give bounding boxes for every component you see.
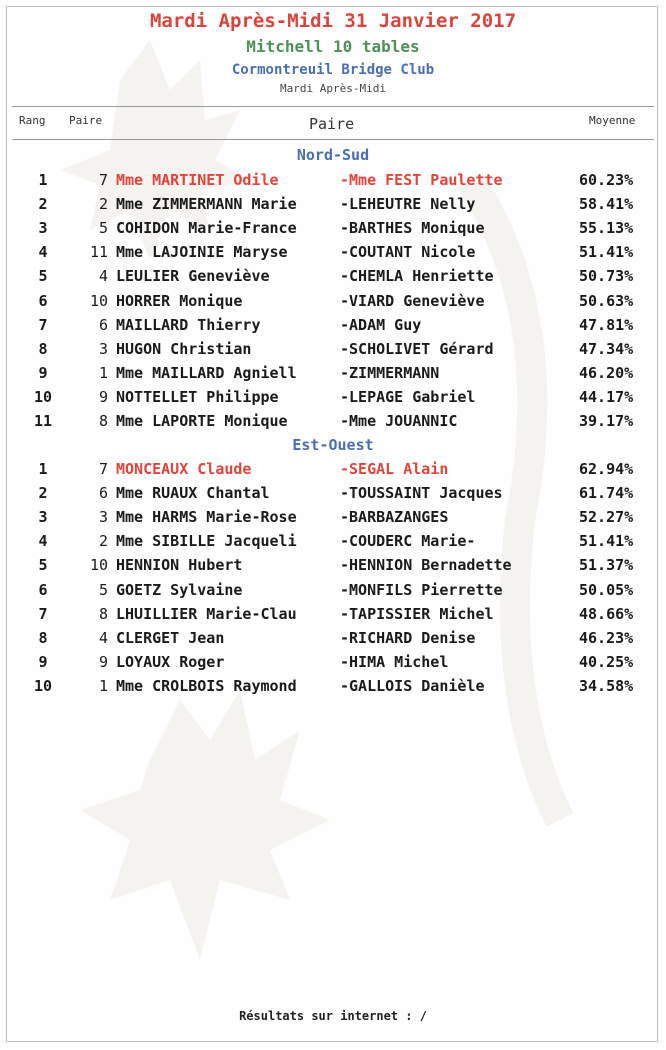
rank-cell: 10 [33, 677, 53, 695]
player2-cell: -TOUSSAINT Jacques [340, 484, 503, 502]
section-heading: Est-Ouest [292, 436, 374, 454]
player1-cell: Mme MAILLARD Agniell [116, 364, 297, 382]
player2-cell: -LEHEUTRE Nelly [340, 195, 476, 213]
player1-cell: MONCEAUX Claude [116, 460, 252, 478]
result-row [0, 581, 666, 605]
result-row [0, 364, 666, 388]
pair-number-cell: 4 [98, 629, 108, 647]
score-cell: 44.17% [579, 388, 634, 406]
rank-cell: 3 [38, 219, 48, 237]
player2-cell: -BARTHES Monique [340, 219, 485, 237]
score-cell: 52.27% [579, 508, 634, 526]
player2-cell: -HENNION Bernadette [340, 556, 512, 574]
result-row [0, 243, 666, 267]
player2-cell: -Mme JOUANNIC [340, 412, 458, 430]
player2-cell: -COUDERC Marie- [340, 532, 476, 550]
result-row [0, 316, 666, 340]
player2-cell: -MONFILS Pierrette [340, 581, 503, 599]
rank-cell: 7 [38, 605, 48, 623]
player2-cell: -TAPISSIER Michel [340, 605, 494, 623]
player1-cell: HUGON Christian [116, 340, 252, 358]
rank-cell: 2 [38, 484, 48, 502]
player1-cell: LOYAUX Roger [116, 653, 225, 671]
player1-cell: CLERGET Jean [116, 629, 225, 647]
result-row [0, 267, 666, 291]
result-row [0, 340, 666, 364]
result-row [0, 677, 666, 701]
rank-cell: 11 [33, 412, 53, 430]
result-row [0, 556, 666, 580]
pair-number-cell: 8 [98, 412, 108, 430]
col-paire-number: Paire [69, 114, 103, 127]
score-cell: 58.41% [579, 195, 634, 213]
player2-cell: -BARBAZANGES [340, 508, 449, 526]
rank-cell: 1 [38, 460, 48, 478]
score-cell: 61.74% [579, 484, 634, 502]
player2-cell: -LEPAGE Gabriel [340, 388, 476, 406]
pair-number-cell: 9 [98, 653, 108, 671]
pair-number-cell: 6 [98, 316, 108, 334]
pair-number-cell: 6 [98, 484, 108, 502]
player1-cell: Mme HARMS Marie-Rose [116, 508, 297, 526]
rank-cell: 5 [38, 267, 48, 285]
player2-cell: -ADAM Guy [340, 316, 422, 334]
score-cell: 60.23% [579, 171, 634, 189]
score-cell: 46.20% [579, 364, 634, 382]
pair-number-cell: 3 [98, 340, 108, 358]
pair-number-cell: 11 [89, 243, 108, 261]
pair-number-cell: 5 [98, 219, 108, 237]
movement-subtitle: Mitchell 10 tables [246, 37, 420, 56]
player1-cell: GOETZ Sylvaine [116, 581, 243, 599]
rank-cell: 7 [38, 316, 48, 334]
player1-cell: Mme LAJOINIE Maryse [116, 243, 288, 261]
player1-cell: Mme CROLBOIS Raymond [116, 677, 297, 695]
rank-cell: 8 [38, 629, 48, 647]
score-cell: 40.25% [579, 653, 634, 671]
result-row [0, 653, 666, 677]
score-cell: 62.94% [579, 460, 634, 478]
result-row [0, 388, 666, 412]
player1-cell: Mme MARTINET Odile [116, 171, 279, 189]
player1-cell: LEULIER Geneviève [116, 267, 270, 285]
player1-cell: LHUILLIER Marie-Clau [116, 605, 297, 623]
page-title: Mardi Après-Midi 31 Janvier 2017 [149, 10, 517, 32]
pair-number-cell: 4 [98, 267, 108, 285]
col-paire: Paire [309, 115, 355, 133]
rank-cell: 1 [38, 171, 48, 189]
pair-number-cell: 7 [98, 171, 108, 189]
club-name: Cormontreuil Bridge Club [231, 62, 435, 78]
score-cell: 50.05% [579, 581, 634, 599]
player2-cell: -Mme FEST Paulette [340, 171, 503, 189]
col-moyenne: Moyenne [589, 114, 636, 127]
player1-cell: Mme LAPORTE Monique [116, 412, 288, 430]
column-header [12, 106, 654, 140]
score-cell: 50.73% [579, 267, 634, 285]
score-cell: 47.34% [579, 340, 634, 358]
player1-cell: HORRER Monique [116, 292, 243, 310]
player1-cell: NOTTELLET Philippe [116, 388, 279, 406]
pair-number-cell: 1 [98, 677, 108, 695]
score-cell: 34.58% [579, 677, 634, 695]
player1-cell: MAILLARD Thierry [116, 316, 261, 334]
pair-number-cell: 2 [98, 195, 108, 213]
score-cell: 39.17% [579, 412, 634, 430]
player1-cell: COHIDON Marie-France [116, 219, 297, 237]
result-row [0, 292, 666, 316]
result-row [0, 219, 666, 243]
score-cell: 51.41% [579, 532, 634, 550]
player1-cell: Mme ZIMMERMANN Marie [116, 195, 297, 213]
rank-cell: 4 [38, 532, 48, 550]
pair-number-cell: 10 [89, 556, 108, 574]
rank-cell: 9 [38, 653, 48, 671]
score-cell: 48.66% [579, 605, 634, 623]
player2-cell: -CHEMLA Henriette [340, 267, 494, 285]
result-row [0, 532, 666, 556]
pair-number-cell: 8 [98, 605, 108, 623]
col-rang: Rang [19, 114, 46, 127]
session-label: Mardi Après-Midi [280, 82, 386, 95]
rank-cell: 8 [38, 340, 48, 358]
rank-cell: 4 [38, 243, 48, 261]
pair-number-cell: 10 [89, 292, 108, 310]
player2-cell: -SCHOLIVET Gérard [340, 340, 494, 358]
player2-cell: -COUTANT Nicole [340, 243, 476, 261]
pair-number-cell: 1 [98, 364, 108, 382]
section-heading: Nord-Sud [296, 146, 370, 164]
rank-cell: 3 [38, 508, 48, 526]
player2-cell: -ZIMMERMANN [340, 364, 440, 382]
rank-cell: 6 [38, 581, 48, 599]
result-row [0, 605, 666, 629]
rank-cell: 10 [33, 388, 53, 406]
rank-cell: 5 [38, 556, 48, 574]
player1-cell: HENNION Hubert [116, 556, 243, 574]
player2-cell: -SEGAL Alain [340, 460, 449, 478]
rank-cell: 2 [38, 195, 48, 213]
score-cell: 47.81% [579, 316, 634, 334]
rank-cell: 9 [38, 364, 48, 382]
result-row [0, 195, 666, 219]
rank-cell: 6 [38, 292, 48, 310]
result-row [0, 629, 666, 653]
pair-number-cell: 5 [98, 581, 108, 599]
player1-cell: Mme RUAUX Chantal [116, 484, 270, 502]
pair-number-cell: 9 [98, 388, 108, 406]
score-cell: 50.63% [579, 292, 634, 310]
player2-cell: -VIARD Geneviève [340, 292, 485, 310]
result-row [0, 484, 666, 508]
result-row [0, 412, 666, 436]
result-row [0, 508, 666, 532]
player2-cell: -RICHARD Denise [340, 629, 476, 647]
score-cell: 55.13% [579, 219, 634, 237]
score-cell: 46.23% [579, 629, 634, 647]
score-cell: 51.41% [579, 243, 634, 261]
result-row [0, 171, 666, 195]
pair-number-cell: 7 [98, 460, 108, 478]
player1-cell: Mme SIBILLE Jacqueli [116, 532, 297, 550]
pair-number-cell: 2 [98, 532, 108, 550]
player2-cell: -HIMA Michel [340, 653, 449, 671]
footer-note: Résultats sur internet : / [239, 1009, 427, 1023]
result-row [0, 460, 666, 484]
pair-number-cell: 3 [98, 508, 108, 526]
score-cell: 51.37% [579, 556, 634, 574]
player2-cell: -GALLOIS Danièle [340, 677, 485, 695]
